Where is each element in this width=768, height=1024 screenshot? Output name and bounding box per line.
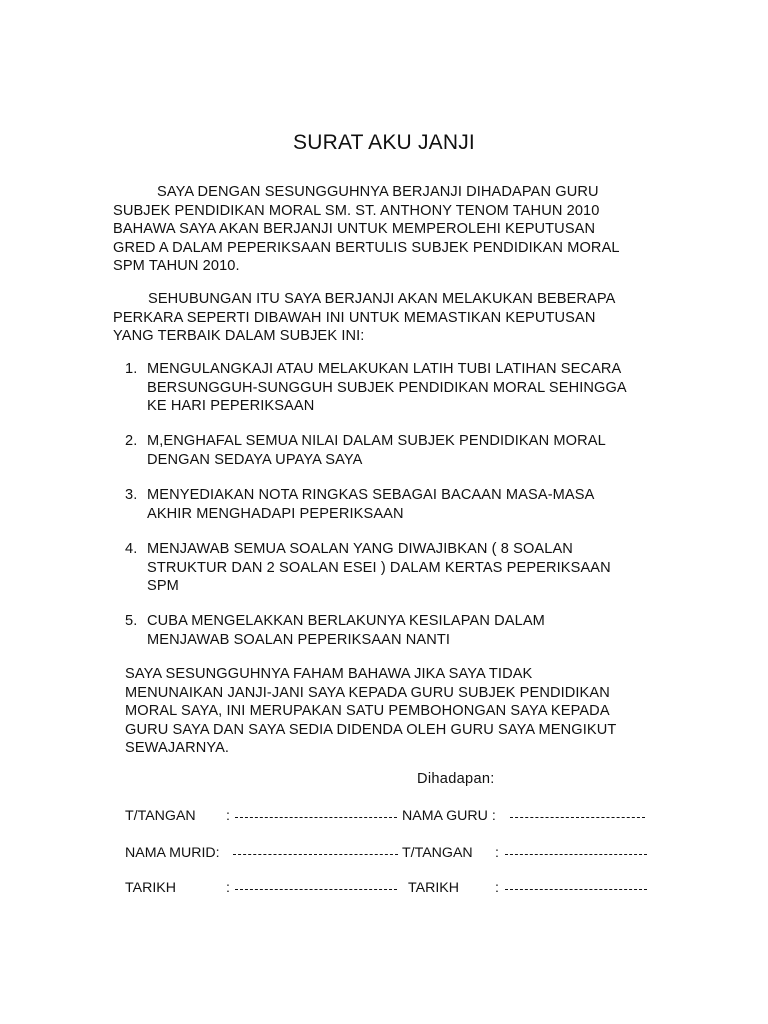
list-item-text: MENJAWAB SEMUA SOALAN YANG DIWAJIBKAN ( 8 SOALAN STRUKTUR DAN 2 SOALAN ESEI ) DALAM KERTAS PEPERIKSAAN SPM xyxy=(147,541,611,594)
list-item-number: 2. xyxy=(125,433,138,449)
list-item-text: MENYEDIAKAN NOTA RINGKAS SEBAGAI BACAAN MASA-MASA AKHIR MENGHADAPI PEPERIKSAAN xyxy=(147,487,595,522)
student-date-label: TARIKH xyxy=(125,880,176,896)
paragraph-intro-list: SEHUBUNGAN ITU SAYA BERJANJI AKAN MELAKUKAN BEBERAPA PERKARA SEPERTI DIBAWAH INI UNTUK MEMASTIKAN KEPUTUSAN YANG TERBAIK DALAM SUBJEK INI: xyxy=(113,291,616,344)
list-item xyxy=(125,486,665,523)
list-item-text: M,ENGHAFAL SEMUA NILAI DALAM SUBJEK PENDIDIKAN MORAL DENGAN SEDAYA UPAYA SAYA xyxy=(147,433,606,468)
list-item xyxy=(125,540,665,596)
paragraph-acknowledgement: SAYA SESUNGGUHNYA FAHAM BAHAWA JIKA SAYA TIDAK MENUNAIKAN JANJI-JANI SAYA KEPADA GURU SUBJEK PENDIDIKAN MORAL SAYA, INI MERUPAKAN SATU PEMBOHONGAN SAYA KEPADA GURU SAYA DAN SAYA SEDIA DIDENDA OLEH GURU SAYA MENGIKUT SEWAJARNYA. xyxy=(125,666,617,756)
signature-row-3 xyxy=(125,880,665,900)
list-item-number: 3. xyxy=(125,487,138,503)
list-item xyxy=(125,612,665,649)
signature-row-2 xyxy=(125,845,665,865)
list-item xyxy=(125,360,665,416)
colon: : xyxy=(226,880,230,896)
colon: : xyxy=(495,880,499,896)
list-item-text: CUBA MENGELAKKAN BERLAKUNYA KESILAPAN DALAM MENJAWAB SOALAN PEPERIKSAAN NANTI xyxy=(147,613,545,648)
colon: : xyxy=(495,845,499,861)
student-signature-label: T/TANGAN xyxy=(125,808,196,824)
list-item-text: MENGULANGKAJI ATAU MELAKUKAN LATIH TUBI LATIHAN SECARA BERSUNGGUH-SUNGGUH SUBJEK PENDIDIKAN MORAL SEHINGGA KE HARI PEPERIKSAAN xyxy=(147,361,627,414)
teacher-name-label: NAMA GURU : xyxy=(402,808,496,824)
student-name-label: NAMA MURID: xyxy=(125,845,220,861)
paragraph-pledge: SAYA DENGAN SESUNGGUHNYA BERJANJI DIHADAPAN GURU SUBJEK PENDIDIKAN MORAL SM. ST. ANTHONY TENOM TAHUN 2010 BAHAWA SAYA AKAN BERJANJI UNTUK MEMPEROLEHI KEPUTUSAN GRED A DALAM PEPERIKSAAN BERTULIS SUBJEK PENDIDIKAN MORAL SPM TAHUN 2010. xyxy=(113,184,620,274)
teacher-signature-label: T/TANGAN xyxy=(402,845,473,861)
signature-row-1 xyxy=(125,808,665,828)
witness-heading: Dihadapan: xyxy=(417,771,495,787)
teacher-date-label: TARIKH xyxy=(408,880,459,896)
list-item-number: 4. xyxy=(125,541,138,557)
colon: : xyxy=(226,808,230,824)
list-item-number: 5. xyxy=(125,613,138,629)
document-title: SURAT AKU JANJI xyxy=(293,131,475,154)
list-item-number: 1. xyxy=(125,361,138,377)
list-item xyxy=(125,432,665,469)
